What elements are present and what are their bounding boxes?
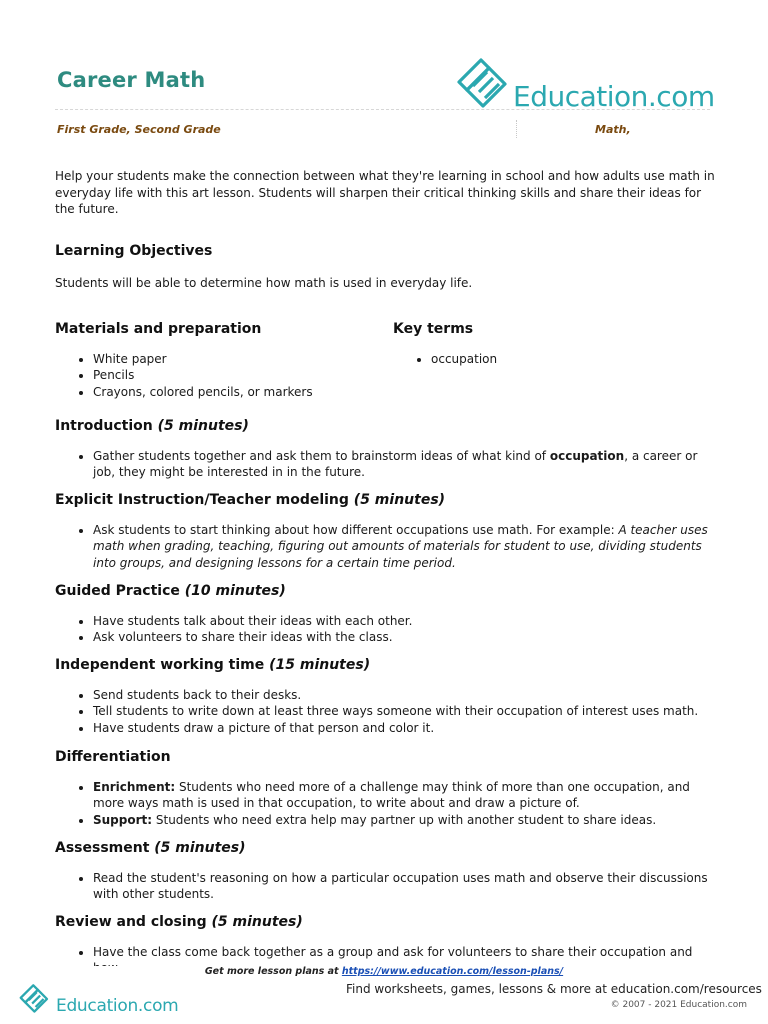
list-item: • occupation [431,351,713,367]
assessment-section [55,840,715,903]
materials-list [55,351,375,400]
guided-practice-list [55,613,715,646]
lesson-plans-link[interactable]: https://www.education.com/lesson-plans/ [341,966,564,977]
list-item: • Crayons, colored pencils, or markers [93,384,375,400]
list-item: • Enrichment: Students who need more of a challenge may think of more than one occupation, and more ways math is used in that occupation, to write about and draw a picture of. [93,779,715,812]
guided-practice-section [55,583,715,646]
review-heading: Review and closing (5 minutes) [55,914,303,930]
learning-objectives-section [55,243,212,259]
list-item: • Have students draw a picture of that person and color it. [93,720,715,736]
list-item: • Have the class come back together as a group and ask for volunteers to share their occupation and [93,944,715,977]
independent-list [55,687,715,736]
list-item: • Gather students together and ask them to brainstorm ideas of what kind of occupation, a career or job, they might be interested in in the future. [93,448,715,481]
explicit-instruction-section [55,492,715,571]
footer-logo-text: Education.com [56,996,179,1016]
logo-text: Education.com [513,80,715,113]
list-item: • Support: Students who need extra help may partner up with another student to share ideas. [93,812,715,828]
key-terms-heading: Key terms [393,321,474,337]
assessment-list [55,870,715,903]
intro-paragraph: Help your students make the connection between what they're learning in school and how adults use math in everyday life with this art lesson. Students will sharpen their critical thinking skills and share their ideas for the future. [55,169,715,216]
list-item: • Read the student's reasoning on how a particular occupation uses math and observe their discussions with other students. [93,870,715,903]
footer-logo-icon [18,983,52,1015]
page-title: Career Math [57,68,206,92]
footer-resources-text: Find worksheets, games, lessons & more at education.com/resources [346,982,762,996]
footer-cta: Get more lesson plans at https://www.education.com/lesson-plans/ [0,966,768,977]
learning-objectives-heading: Learning Objectives [55,243,213,259]
materials-heading: Materials and preparation [55,321,262,337]
assessment-heading: Assessment (5 minutes) [55,840,246,856]
independent-section [55,657,715,736]
differentiation-heading: Differentiation [55,749,171,765]
list-item: • Ask volunteers to share their ideas with the class. [93,629,715,645]
materials-section [55,321,375,400]
explicit-instruction-list [55,522,715,571]
independent-heading: Independent working time (15 minutes) [55,657,371,673]
list-item: • Send students back to their desks. [93,687,715,703]
grade-levels: First Grade, Second Grade [57,123,221,136]
differentiation-section [55,749,715,828]
header-separator [516,120,517,138]
introduction-heading: Introduction (5 minutes) [55,418,249,434]
key-terms-list [393,351,713,367]
differentiation-list [55,779,715,828]
subject-label: Math, [595,123,631,136]
list-item: • Ask students to start thinking about how different occupations use math. For example: A teacher uses math when grading, teaching, figuring out amounts of materials for student to use, dividing students into groups, and designing lessons for a certain time period. [93,522,715,571]
key-terms-section [393,321,713,367]
introduction-section [55,418,715,481]
guided-practice-heading: Guided Practice (10 minutes) [55,583,286,599]
learning-objectives-text: Students will be able to determine how math is used in everyday life. [55,276,473,290]
list-item: • Have students talk about their ideas with each other. [93,613,715,629]
list-item: • White paper [93,351,375,367]
list-item: • Tell students to write down at least three ways someone with their occupation of interest uses math. [93,703,715,719]
introduction-list [55,448,715,481]
explicit-instruction-heading: Explicit Instruction/Teacher modeling (5 minutes) [55,492,446,508]
education-logo-icon [455,56,513,112]
list-item: • Pencils [93,367,375,383]
footer-copyright: © 2007 - 2021 Education.com [610,1000,747,1010]
